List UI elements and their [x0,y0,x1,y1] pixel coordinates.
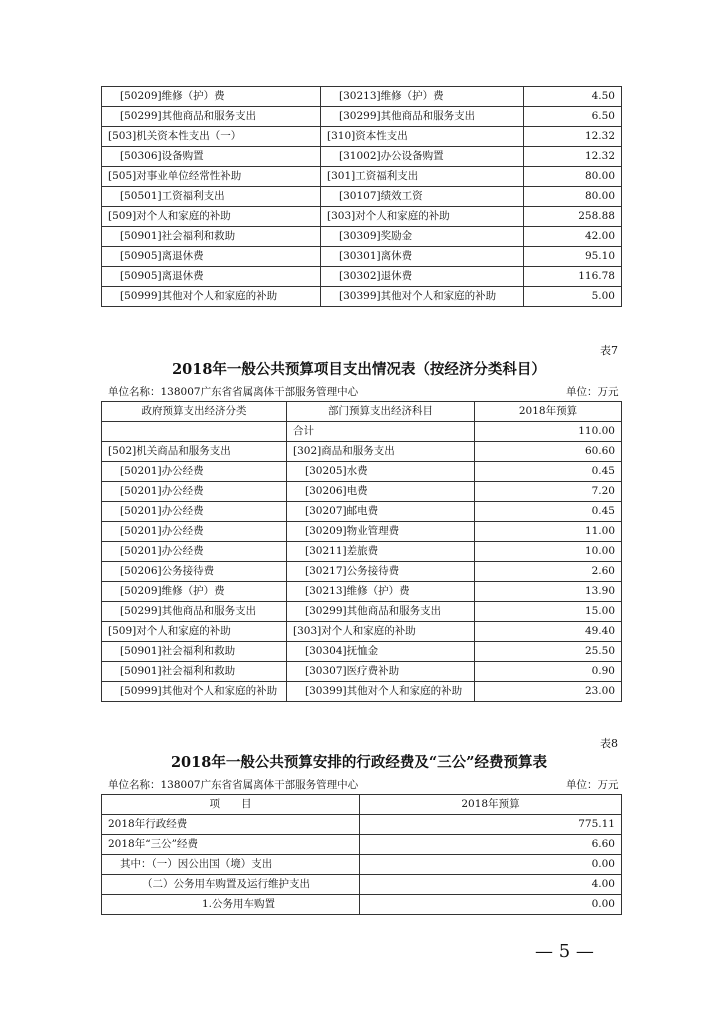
cell-gov-category: [509]对个人和家庭的补助 [102,207,321,227]
cell-dept-subject: [31002]办公设备购置 [321,147,524,167]
table-row [102,247,622,267]
table-row [102,482,622,502]
table8-header-row [102,795,622,815]
cell-gov-category: [503]机关资本性支出（一） [102,127,321,147]
table8-header-amount: 2018年预算 [360,795,622,815]
cell-gov-category: [50209]维修（护）费 [102,87,321,107]
budget-table-continued [101,86,622,307]
table-row [102,207,622,227]
cell-item: 1.公务用车购置 [102,895,360,915]
cell-gov-category: [50999]其他对个人和家庭的补助 [102,682,287,702]
cell-dept-subject: [30209]物业管理费 [287,522,475,542]
page-number: — 5 — [535,941,594,962]
cell-gov-category: [50201]办公经费 [102,522,287,542]
table-row [102,815,622,835]
cell-gov-category: [50501]工资福利支出 [102,187,321,207]
table-row [102,542,622,562]
cell-gov-category: [50299]其他商品和服务支出 [102,602,287,622]
cell-amount: 23.00 [475,682,622,702]
table7-header-dept: 部门预算支出经济科目 [287,402,475,422]
cell-gov-category: [50905]离退休费 [102,267,321,287]
cell-item: 2018年行政经费 [102,815,360,835]
cell-amount: 80.00 [524,187,622,207]
table-row [102,855,622,875]
table7-unit: 单位：万元 [566,386,619,398]
cell-gov-category: [50905]离退休费 [102,247,321,267]
table-row [102,502,622,522]
cell-gov-category: [50201]办公经费 [102,542,287,562]
cell-gov-category: [50901]社会福利和救助 [102,662,287,682]
cell-dept-subject: [303]对个人和家庭的补助 [321,207,524,227]
table8-unit: 单位：万元 [566,779,619,791]
cell-amount: 5.00 [524,287,622,307]
cell-amount: 11.00 [475,522,622,542]
table7-total-label: 合计 [287,422,475,442]
cell-dept-subject: [30211]差旅费 [287,542,475,562]
cell-dept-subject: [30107]绩效工资 [321,187,524,207]
table7-unit-name: 单位名称：138007广东省省属离体干部服务管理中心 [108,386,359,398]
cell-dept-subject: [310]资本性支出 [321,127,524,147]
cell-dept-subject: [30213]维修（护）费 [321,87,524,107]
cell-amount: 6.50 [524,107,622,127]
cell-item: 2018年“三公”经费 [102,835,360,855]
cell-gov-category: [50201]办公经费 [102,462,287,482]
cell-dept-subject: [30206]电费 [287,482,475,502]
cell-amount: 15.00 [475,602,622,622]
table7-total-amount: 110.00 [475,422,622,442]
table-row [102,682,622,702]
cell-amount: 12.32 [524,127,622,147]
table-row [102,127,622,147]
table7-header-amount: 2018年预算 [475,402,622,422]
table8-unit-name: 单位名称：138007广东省省属离体干部服务管理中心 [108,779,359,791]
cell-amount: 0.45 [475,462,622,482]
cell-gov-category: [50209]维修（护）费 [102,582,287,602]
cell-amount: 95.10 [524,247,622,267]
table-row [102,227,622,247]
table-row [102,642,622,662]
cell-dept-subject: [30213]维修（护）费 [287,582,475,602]
cell-amount: 258.88 [524,207,622,227]
cell-gov-category: [50901]社会福利和救助 [102,227,321,247]
cell-dept-subject: [30301]离休费 [321,247,524,267]
cell-amount: 4.00 [360,875,622,895]
table-row [102,267,622,287]
cell-amount: 25.50 [475,642,622,662]
cell-dept-subject: [30299]其他商品和服务支出 [321,107,524,127]
cell-gov-category: [50299]其他商品和服务支出 [102,107,321,127]
cell-gov-category: [50206]公务接待费 [102,562,287,582]
table-row [102,562,622,582]
table7 [101,401,622,702]
cell-amount: 60.60 [475,442,622,462]
table-row [102,875,622,895]
table7-total-empty [102,422,287,442]
cell-gov-category: [50201]办公经费 [102,502,287,522]
cell-amount: 4.50 [524,87,622,107]
table-row [102,287,622,307]
table7-total-row [102,422,622,442]
table-row [102,602,622,622]
cell-amount: 49.40 [475,622,622,642]
table8-header-item: 项 目 [102,795,360,815]
cell-amount: 775.11 [360,815,622,835]
cell-gov-category: [50201]办公经费 [102,482,287,502]
table-row [102,147,622,167]
cell-dept-subject: [30304]抚恤金 [287,642,475,662]
table-row [102,622,622,642]
table-row [102,442,622,462]
cell-item: 其中：（一）因公出国（境）支出 [102,855,360,875]
table-row [102,522,622,542]
cell-amount: 0.90 [475,662,622,682]
cell-dept-subject: [30207]邮电费 [287,502,475,522]
cell-amount: 2.60 [475,562,622,582]
table-row [102,87,622,107]
cell-dept-subject: [30217]公务接待费 [287,562,475,582]
table7-title: 2018年一般公共预算项目支出情况表（按经济分类科目） [172,361,546,378]
cell-dept-subject: [30399]其他对个人和家庭的补助 [321,287,524,307]
table8-label: 表8 [600,737,618,750]
cell-gov-category: [50999]其他对个人和家庭的补助 [102,287,321,307]
cell-dept-subject: [30205]水费 [287,462,475,482]
cell-gov-category: [502]机关商品和服务支出 [102,442,287,462]
table-row [102,895,622,915]
table7-label: 表7 [600,344,618,357]
table8-title: 2018年一般公共预算安排的行政经费及“三公”经费预算表 [170,754,548,771]
cell-amount: 42.00 [524,227,622,247]
cell-amount: 0.45 [475,502,622,522]
table-row [102,662,622,682]
table7-header-row [102,402,622,422]
cell-dept-subject: [30307]医疗费补助 [287,662,475,682]
cell-amount: 12.32 [524,147,622,167]
cell-gov-category: [50901]社会福利和救助 [102,642,287,662]
cell-dept-subject: [302]商品和服务支出 [287,442,475,462]
cell-item: （二）公务用车购置及运行维护支出 [102,875,360,895]
table-row [102,187,622,207]
cell-gov-category: [509]对个人和家庭的补助 [102,622,287,642]
cell-amount: 0.00 [360,855,622,875]
cell-gov-category: [505]对事业单位经常性补助 [102,167,321,187]
table-row [102,107,622,127]
cell-dept-subject: [301]工资福利支出 [321,167,524,187]
table8 [101,794,622,915]
table-row [102,167,622,187]
cell-amount: 80.00 [524,167,622,187]
table7-header-gov: 政府预算支出经济分类 [102,402,287,422]
cell-amount: 13.90 [475,582,622,602]
cell-amount: 7.20 [475,482,622,502]
cell-dept-subject: [30302]退休费 [321,267,524,287]
cell-dept-subject: [30299]其他商品和服务支出 [287,602,475,622]
table-row [102,582,622,602]
cell-amount: 0.00 [360,895,622,915]
cell-dept-subject: [30309]奖励金 [321,227,524,247]
cell-dept-subject: [30399]其他对个人和家庭的补助 [287,682,475,702]
cell-amount: 6.60 [360,835,622,855]
cell-amount: 10.00 [475,542,622,562]
cell-gov-category: [50306]设备购置 [102,147,321,167]
table-row [102,835,622,855]
cell-dept-subject: [303]对个人和家庭的补助 [287,622,475,642]
cell-amount: 116.78 [524,267,622,287]
table-row [102,462,622,482]
